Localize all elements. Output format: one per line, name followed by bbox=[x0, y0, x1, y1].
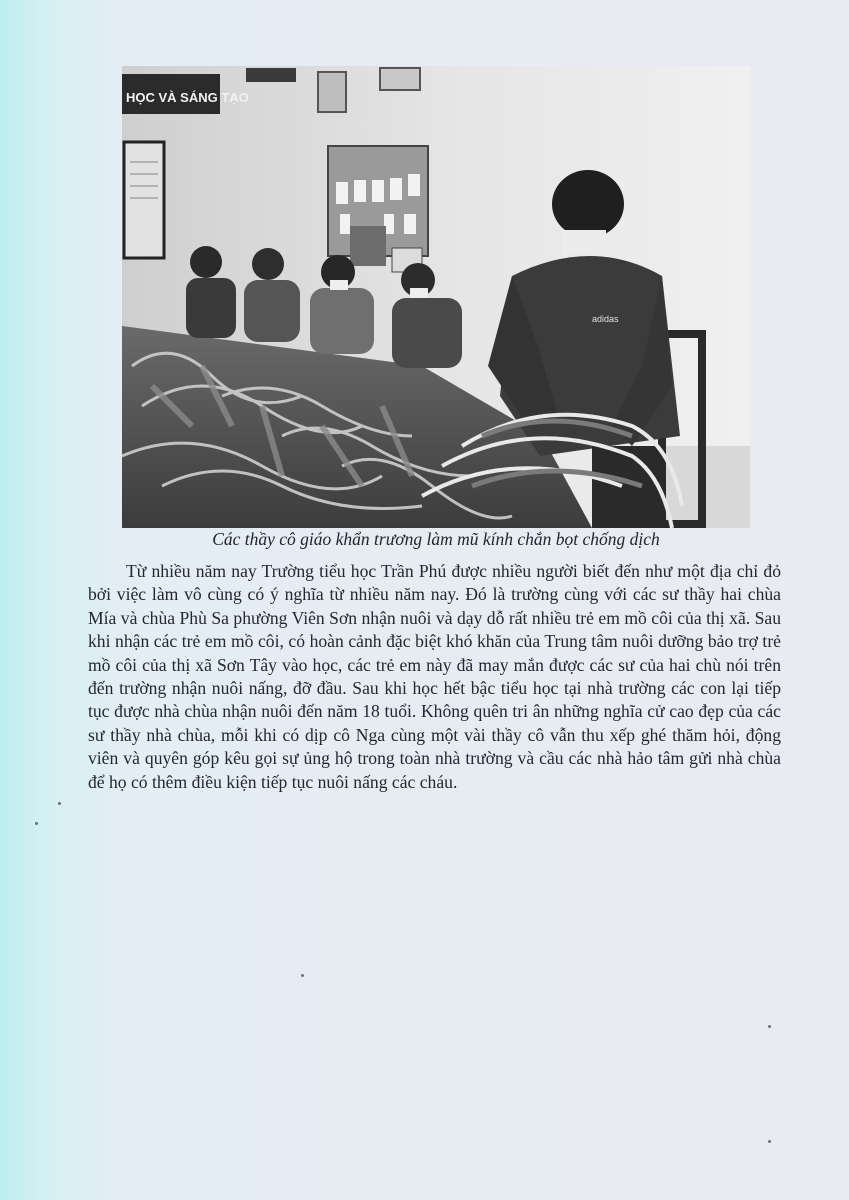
scan-speck bbox=[768, 1025, 771, 1028]
scan-speck bbox=[35, 822, 38, 825]
body-paragraph: Từ nhiều năm nay Trường tiểu học Trần Phú được nhiều người biết đến như một địa chỉ đỏ bởi việc làm vô cùng có ý nghĩa từ nhiều năm nay. Đó là trường cùng với các sư thầy hai chùa Mía và chùa Phù Sa phường Viên Sơn nhận nuôi và dạy dỗ rất nhiều trẻ em mồ côi của thị xã. Sau khi nhận các trẻ em mồ côi, có hoàn cảnh đặc biệt khó khăn của Trung tâm nuôi dưỡng bảo trợ trẻ mồ côi của thị xã Sơn Tây vào học, các trẻ em này đã may mắn được các sư của hai chù nói trên đến trường nhận nuôi nấng, đỡ đầu. Sau khi học hết bậc tiểu học tại nhà trường các con lại tiếp tục được nhà chùa nhận nuôi đến năm 18 tuổi. Không quên tri ân những nghĩa cử cao đẹp của các sư thầy nhà chùa, mỗi khi có dịp cô Nga cùng một vài thầy cô vẫn thu xếp ghé thăm hỏi, động viên và quyên góp kêu gọi sự ủng hộ trong toàn nhà trường và cầu các nhà hảo tâm gửi nhà chùa để họ có thêm điều kiện tiếp tục nuôi nấng các cháu. bbox=[88, 561, 781, 792]
photo bbox=[122, 66, 750, 528]
scan-speck bbox=[301, 974, 304, 977]
scan-speck bbox=[58, 802, 61, 805]
jacket-logo: adidas bbox=[592, 314, 619, 324]
wall-sign-text: HỌC VÀ SÁNG TẠO bbox=[126, 90, 249, 105]
scan-speck bbox=[768, 1140, 771, 1143]
photo-illustration bbox=[122, 66, 750, 528]
photo-caption: Các thầy cô giáo khẩn trương làm mũ kính chắn bọt chống dịch bbox=[212, 529, 660, 549]
